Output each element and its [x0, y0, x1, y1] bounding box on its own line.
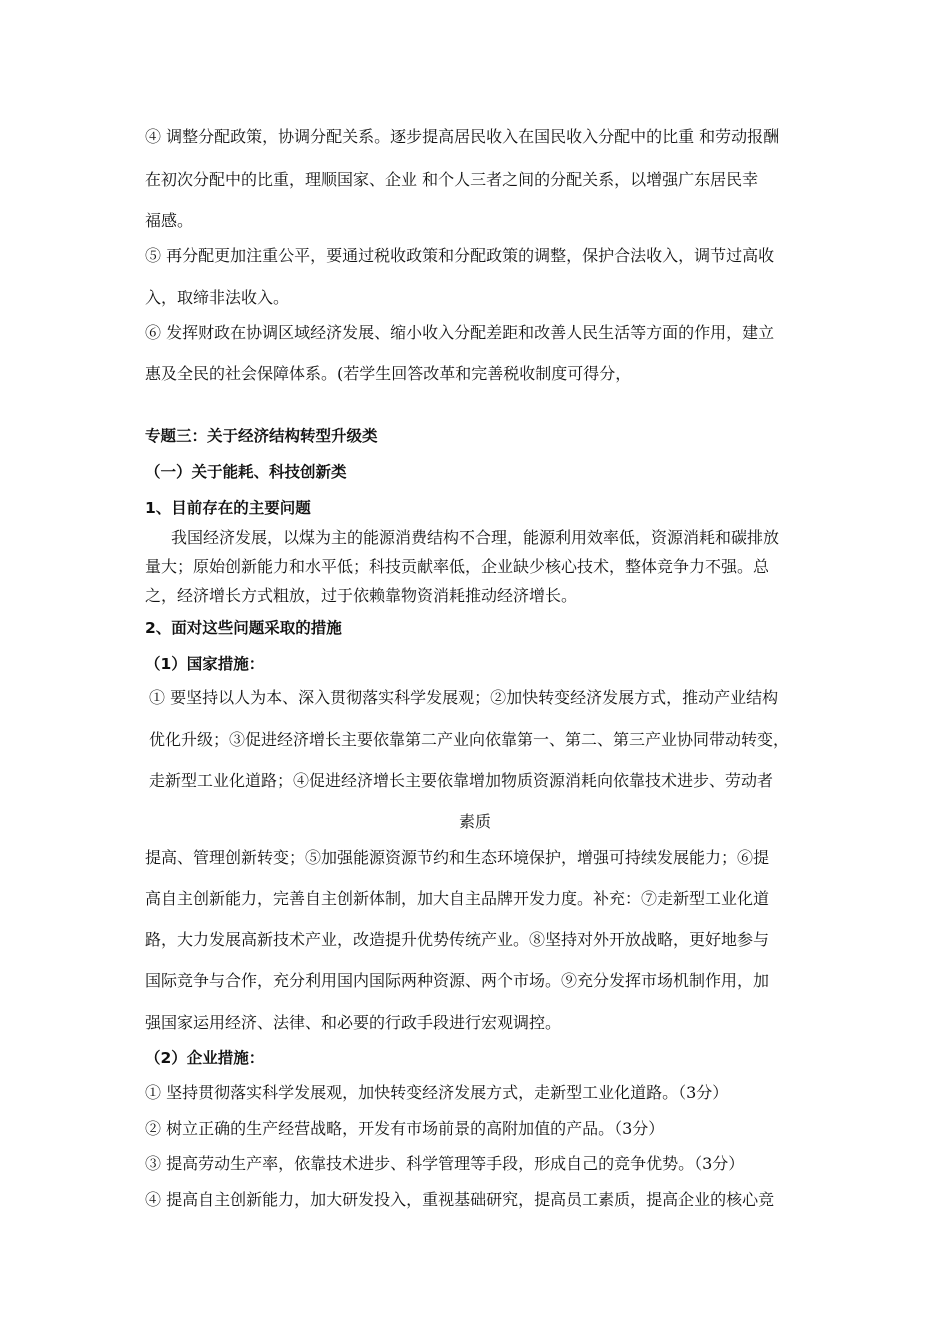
paragraph-line: 素质 — [458, 812, 491, 831]
paragraph-line: ① 要坚持以人为本、深入贯彻落实科学发展观；②加快转变经济发展方式，推动产业结构 — [149, 688, 779, 707]
paragraph-line: ③ 提高劳动生产率，依靠技术进步、科学管理等手段，形成自己的竞争优势。（3分） — [145, 1154, 745, 1173]
paragraph-line: 入，取缔非法收入。 — [145, 288, 290, 307]
paragraph-line: 优化升级；③促进经济增长主要依靠第二产业向依靠第一、第二、第三产业协同带动转变， — [149, 730, 790, 749]
paragraph-line: 福感。 — [145, 211, 194, 230]
paragraph-line: 国际竞争与合作，充分利用国内国际两种资源、两个市场。⑨充分发挥市场机制作用，加 — [145, 971, 770, 990]
paragraph-line: 量大；原始创新能力和水平低；科技贡献率低，企业缺少核心技术，整体竞争力不强。总 — [145, 557, 770, 576]
paragraph-line: 高自主创新能力，完善自主创新体制，加大自主品牌开发力度。补充：⑦走新型工业化道 — [145, 889, 770, 908]
paragraph-line: ④ 调整分配政策，协调分配关系。逐步提高居民收入在国民收入分配中的比重 和劳动报酬 — [145, 127, 780, 146]
paragraph-line: 惠及全民的社会保障体系。(若学生回答改革和完善税收制度可得分， — [145, 364, 632, 383]
paragraph-line: ② 树立正确的生产经营战略，开发有市场前景的高附加值的产品。（3分） — [145, 1119, 665, 1138]
paragraph-line: 强国家运用经济、法律、和必要的行政手段进行宏观调控。 — [145, 1013, 562, 1032]
paragraph-line: ① 坚持贯彻落实科学发展观，加快转变经济发展方式，走新型工业化道路。（3分） — [145, 1083, 729, 1102]
paragraph-line: 我国经济发展，以煤为主的能源消费结构不合理，能源利用效率低，资源消耗和碳排放 — [171, 528, 780, 547]
paragraph-line: ⑤ 再分配更加注重公平，要通过税收政策和分配政策的调整，保护合法收入，调节过高收 — [145, 246, 775, 265]
subsection-heading: （一）关于能耗、科技创新类 — [145, 463, 347, 481]
paragraph-line: ④ 提高自主创新能力，加大研发投入，重视基础研究，提高员工素质，提高企业的核心竞 — [145, 1190, 775, 1209]
paragraph-line: 之，经济增长方式粗放，过于依赖靠物资消耗推动经济增长。 — [145, 586, 578, 605]
subsection-heading: （2）企业措施： — [145, 1049, 265, 1067]
paragraph-line: 走新型工业化道路；④促进经济增长主要依靠增加物质资源消耗向依靠技术进步、劳动者 — [149, 771, 774, 790]
paragraph-line: ⑥ 发挥财政在协调区域经济发展、缩小收入分配差距和改善人民生活等方面的作用，建立 — [145, 323, 775, 342]
subsection-heading: （1）国家措施： — [145, 655, 265, 673]
paragraph-line: 在初次分配中的比重，理顺国家、企业 和个人三者之间的分配关系，以增强广东居民幸 — [145, 170, 759, 189]
subsection-heading: 1、目前存在的主要问题 — [145, 499, 311, 517]
section-heading: 专题三：关于经济结构转型升级类 — [145, 427, 378, 445]
paragraph-line: 提高、管理创新转变；⑤加强能源资源节约和生态环境保护，增强可持续发展能力；⑥提 — [145, 848, 770, 867]
paragraph-line: 路，大力发展高新技术产业，改造提升优势传统产业。⑧坚持对外开放战略，更好地参与 — [145, 930, 770, 949]
subsection-heading: 2、面对这些问题采取的措施 — [145, 619, 342, 637]
